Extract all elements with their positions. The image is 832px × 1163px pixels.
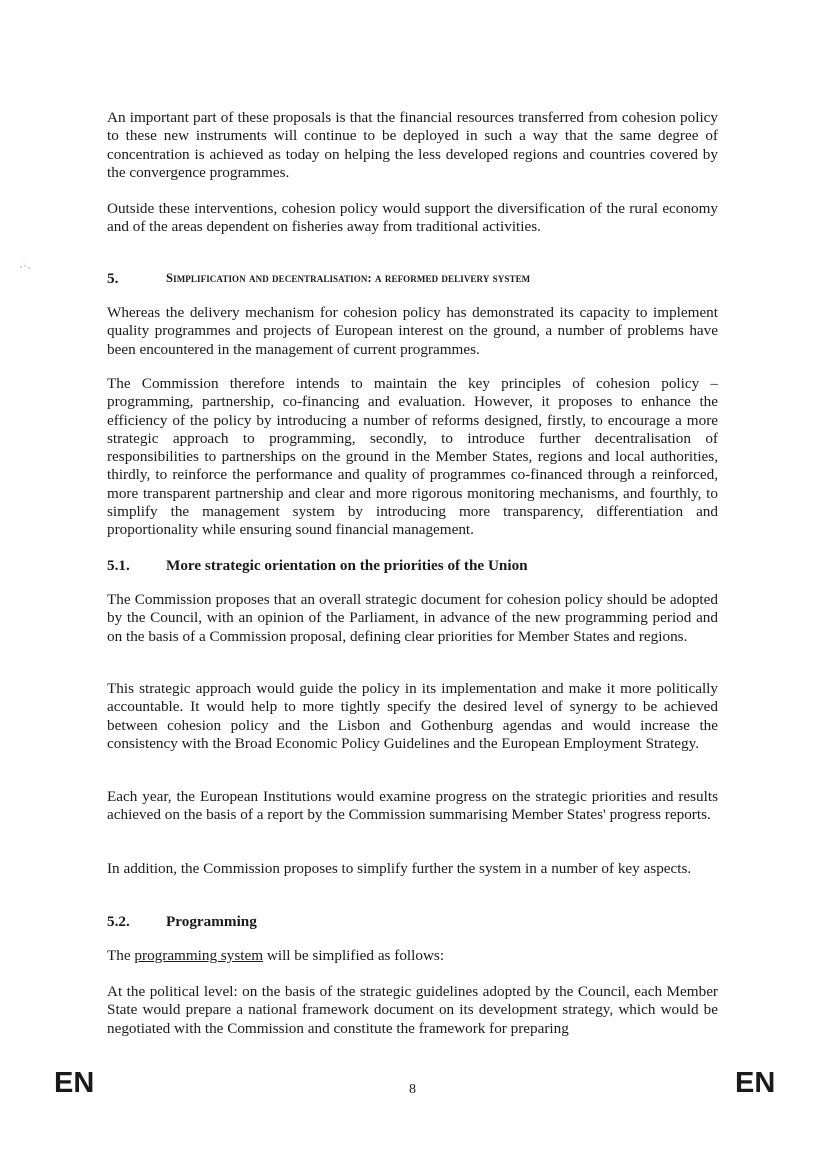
paragraph: The Commission therefore intends to maintain the key principles of cohesion policy – programming, partnership, co-financing and evaluation. However, it proposes to enhance the efficiency of the policy by introducing a number of reforms designed, firstly, to encourage a more strategic approach to programming, secondly, to introduce further decentralisation of responsibilities to partnerships on the ground in the Member States, regions and local authorities, thirdly, to reinforce the performance and quality of programmes co-financed through a reinforced, more transparent partnership and clear and more rigorous monitoring mechanisms, and fourthly, to simplify the management system by introducing more transparency, differentiation and proportionality while ensuring sound financial management. [107,375,718,539]
paragraph: In addition, the Commission proposes to simplify further the system in a number of key aspects. [107,860,692,877]
paragraph-suffix: will be simplified as follows: [263,947,445,964]
paragraph: The Commission proposes that an overall strategic document for cohesion policy should be adopted by the Council, with an opinion of the Parliament, in advance of the new programming period and on the basis of a Commission proposal, defining clear priorities for Member States and regions. [107,591,718,645]
underlined-term: programming system [134,947,264,964]
section-heading: Simplification and decentralisation: a reformed delivery system [166,271,531,285]
paragraph: This strategic approach would guide the policy in its implementation and make it more politically accountable. It would help to more tightly specify the desired level of synergy to be achieved between cohesion policy and the Lisbon and Gothenburg agendas and would increase the consistency with the Broad Economic Policy Guidelines and the European Employment Strategy. [107,680,718,752]
section-heading: More strategic orientation on the priorities of the Union [166,557,528,574]
paragraph: At the political level: on the basis of the strategic guidelines adopted by the Council, each Member State would prepare a national framework document on its development strategy, which would be negotiated with the Commission and constitute the framework for preparing [107,983,718,1037]
paragraph: Outside these interventions, cohesion policy would support the diversification of the rural economy and of the areas dependent on fisheries away from traditional activities. [107,200,718,236]
paragraph-prefix: The [107,947,135,964]
language-code-left: EN [54,1067,95,1099]
language-code-right: EN [735,1067,776,1099]
paragraph [107,947,718,965]
section-number: 5.2. [107,913,130,930]
paragraph: An important part of these proposals is that the financial resources transferred from cohesion policy to these new instruments will continue to be deployed in such a way that the same degree of concentration is achieved as today on helping the less developed regions and countries covered by the convergence programmes. [107,109,718,181]
paragraph: Each year, the European Institutions would examine progress on the strategic priorities and results achieved on the basis of a report by the Commission summarising Member States' progress reports. [107,788,718,824]
paragraph: Whereas the delivery mechanism for cohesion policy has demonstrated its capacity to implement quality programmes and projects of European interest on the ground, a number of problems have been encountered in the management of current programmes. [107,304,718,358]
section-number: 5.1. [107,557,130,574]
section-number: 5. [107,270,119,287]
page-number: 8 [409,1082,416,1097]
scan-artifact [18,260,34,272]
section-heading: Programming [166,913,257,930]
